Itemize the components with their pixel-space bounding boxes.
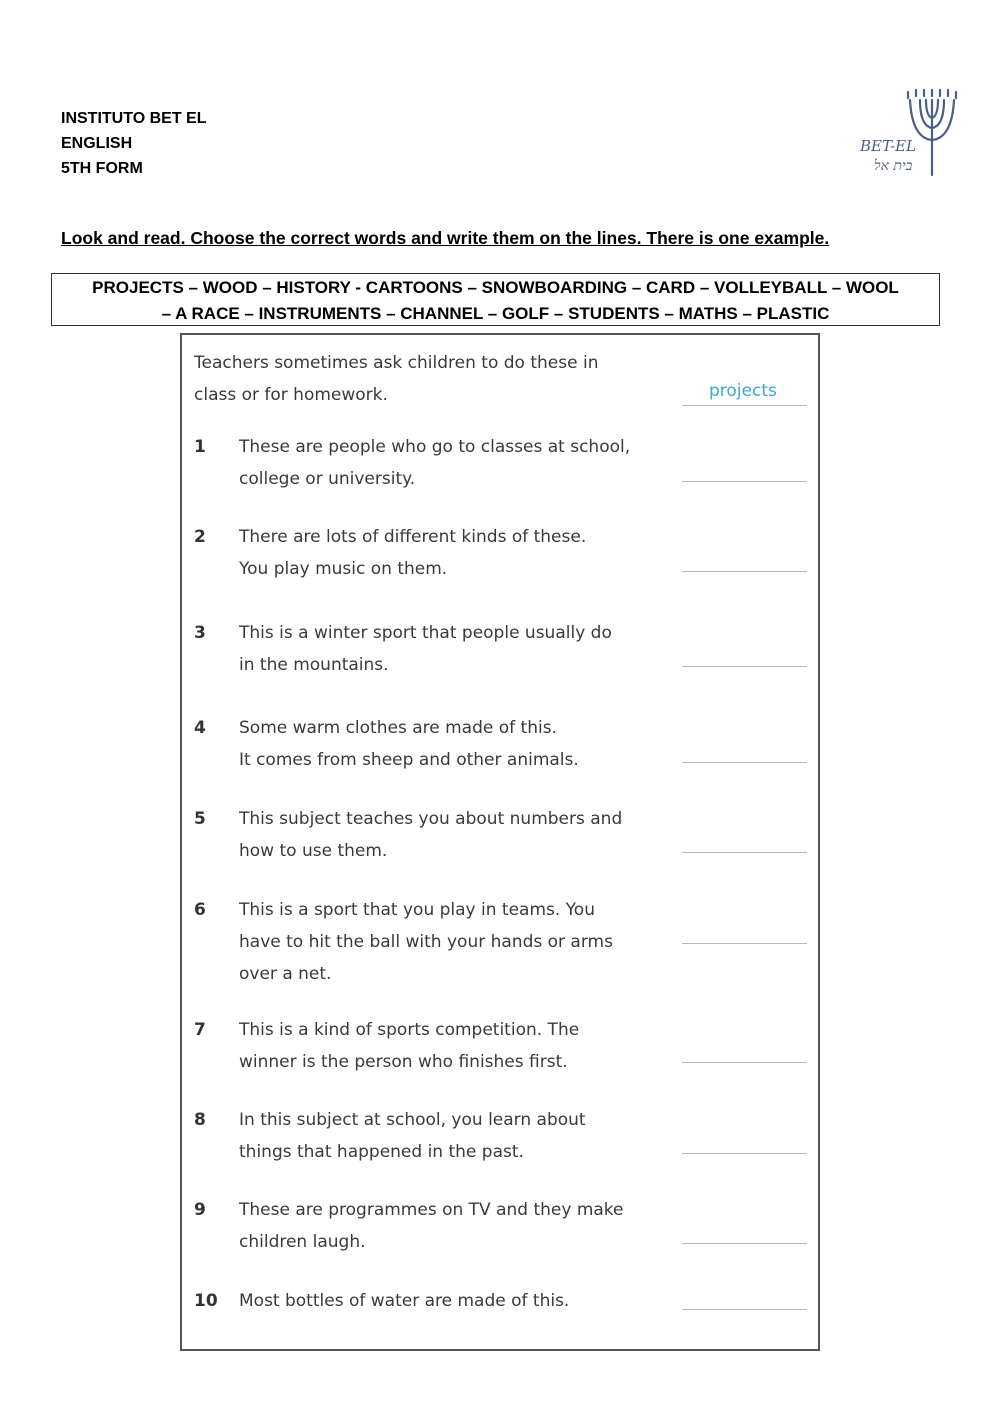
school-header <box>61 106 206 181</box>
form-name: 5TH FORM <box>61 160 143 177</box>
question-text-line: You play music on them. <box>239 559 448 579</box>
answer-line-5[interactable] <box>682 852 807 853</box>
example-answer-line <box>682 405 807 406</box>
question-number: 4 <box>194 718 206 738</box>
question-number: 7 <box>194 1020 206 1040</box>
example-question <box>194 347 664 411</box>
question-text-line: have to hit the ball with your hands or arms <box>239 932 613 952</box>
question-text-line: In this subject at school, you learn about <box>239 1110 586 1130</box>
word-bank-line-2: – A RACE – INSTRUMENTS – CHANNEL – GOLF – STUDENTS – MATHS – PLASTIC <box>161 304 830 323</box>
question-number: 8 <box>194 1110 206 1130</box>
question-text-line: over a net. <box>239 964 332 984</box>
answer-line-2[interactable] <box>682 571 807 572</box>
word-bank-line-1: PROJECTS – WOOD – HISTORY - CARTOONS – SNOWBOARDING – CARD – VOLLEYBALL – WOOL <box>92 278 899 297</box>
question-number: 1 <box>194 437 206 457</box>
word-bank <box>51 273 940 326</box>
logo-text: BET-EL <box>860 137 917 155</box>
question-text-line: how to use them. <box>239 841 388 861</box>
instructions: Look and read. Choose the correct words and write them on the lines. There is one example. <box>61 228 830 248</box>
question-text-line: These are people who go to classes at school, <box>239 437 631 457</box>
example-line-1: Teachers sometimes ask children to do these in <box>194 353 599 373</box>
answer-line-3[interactable] <box>682 666 807 667</box>
question-number: 2 <box>194 527 206 547</box>
answer-line-6[interactable] <box>682 943 807 944</box>
school-name: INSTITUTO BET EL <box>61 110 207 127</box>
question-text-line: children laugh. <box>239 1232 366 1252</box>
example-line-2: class or for homework. <box>194 385 388 405</box>
question-text-line: There are lots of different kinds of these. <box>239 527 587 547</box>
question-text-line: Some warm clothes are made of this. <box>239 718 557 738</box>
example-answer: projects <box>709 381 777 401</box>
logo-hebrew-text: בית אל <box>874 158 913 174</box>
subject-name: ENGLISH <box>61 135 133 152</box>
exercise-panel <box>180 333 820 1351</box>
question-text-line: This is a winter sport that people usually do <box>239 623 612 643</box>
question-text-line: in the mountains. <box>239 655 389 675</box>
question-number: 6 <box>194 900 206 920</box>
question-text-line: It comes from sheep and other animals. <box>239 750 579 770</box>
answer-line-4[interactable] <box>682 762 807 763</box>
question-text-line: These are programmes on TV and they make <box>239 1200 624 1220</box>
question-number: 3 <box>194 623 206 643</box>
question-number: 9 <box>194 1200 206 1220</box>
question-text-line: This subject teaches you about numbers and <box>239 809 623 829</box>
answer-line-8[interactable] <box>682 1153 807 1154</box>
answer-line-9[interactable] <box>682 1243 807 1244</box>
question-text-line: college or university. <box>239 469 416 489</box>
answer-line-1[interactable] <box>682 481 807 482</box>
question-text-line: Most bottles of water are made of this. <box>239 1291 570 1311</box>
question-text-line: This is a sport that you play in teams. You <box>239 900 595 920</box>
question-text-line: winner is the person who finishes first. <box>239 1052 568 1072</box>
question-number: 5 <box>194 809 206 829</box>
question-text-line: things that happened in the past. <box>239 1142 524 1162</box>
answer-line-7[interactable] <box>682 1062 807 1063</box>
answer-line-10[interactable] <box>682 1309 807 1310</box>
question-text-line: This is a kind of sports competition. The <box>239 1020 580 1040</box>
question-number: 10 <box>194 1291 218 1311</box>
